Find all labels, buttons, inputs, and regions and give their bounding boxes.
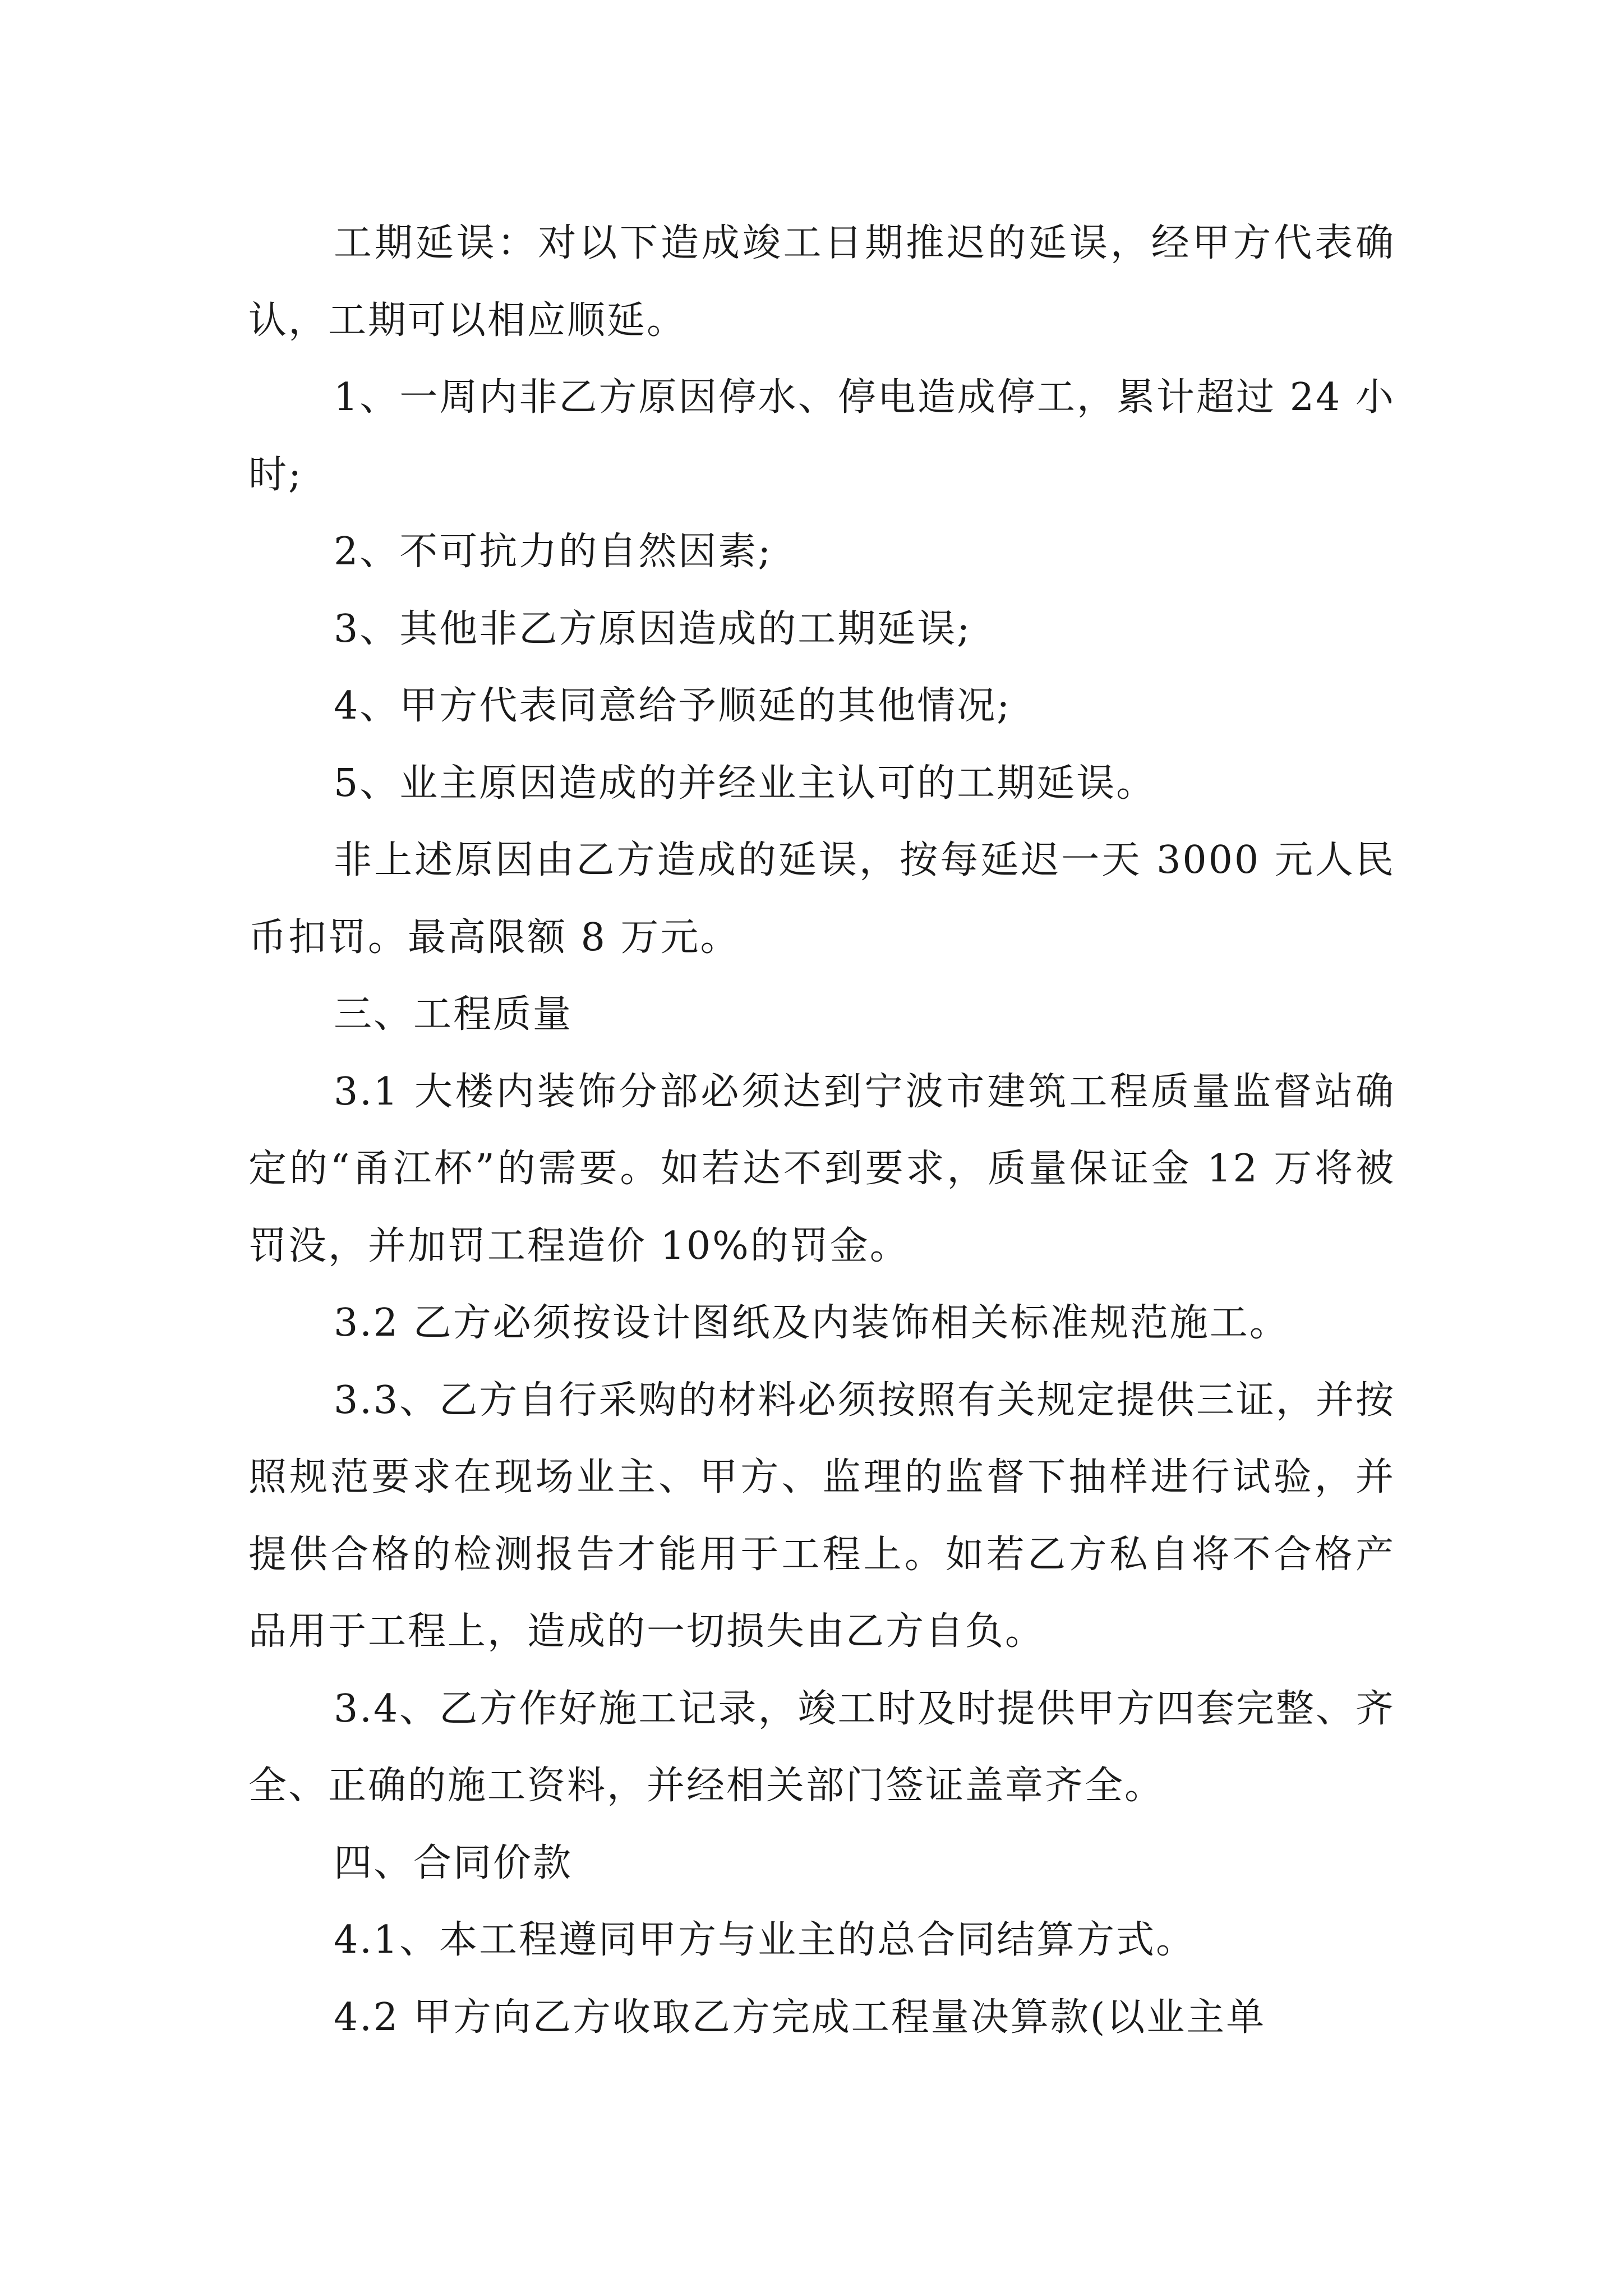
paragraph-item-2: 2、不可抗力的自然因素;: [334, 530, 773, 574]
paragraph-item-4: 4、甲方代表同意给予顺延的其他情况;: [334, 684, 1012, 728]
paragraph-3-2: 3.2 乙方必须按设计图纸及内装饰相关标准规范施工。: [334, 1301, 1289, 1345]
paragraph-4-2: 4.2 甲方向乙方收取乙方完成工程量决算款(以业主单: [334, 1995, 1266, 2040]
paragraph-item-3: 3、其他非乙方原因造成的工期延误;: [334, 606, 972, 651]
paragraph-3-1: 3.1 大楼内装饰分部必须达到宁波市建筑工程质量监督站确定的“甬江杯”的需要。如若达不到要求，质量保证金 12 万将被罚没，并加罚工程造价 10%的罚金。: [248, 1069, 1395, 1268]
paragraph-3-3: 3.3、乙方自行采购的材料必须按照有关规定提供三证，并按照规范要求在现场业主、甲方、监理的监督下抽样进行试验，并提供合格的检测报告才能用于工程上。如若乙方私自将不合格产品用于工程上，造成的一切损失由乙方自负。: [248, 1378, 1395, 1654]
paragraph-item-5: 5、业主原因造成的并经业主认可的工期延误。: [334, 761, 1156, 806]
section-heading-quality: 三、工程质量: [334, 992, 573, 1037]
document-body: [248, 205, 1395, 2056]
section-heading-price: 四、合同价款: [334, 1841, 573, 1885]
paragraph-delay-intro: 工期延误：对以下造成竣工日期推迟的延误，经甲方代表确认，工期可以相应顺延。: [248, 221, 1395, 343]
paragraph-penalty: 非上述原因由乙方造成的延误，按每延迟一天 3000 元人民币扣罚。最高限额 8 万元。: [248, 838, 1395, 960]
paragraph-3-4: 3.4、乙方作好施工记录，竣工时及时提供甲方四套完整、齐全、正确的施工资料，并经相关部门签证盖章齐全。: [248, 1686, 1395, 1808]
paragraph-4-1: 4.1、本工程遵同甲方与业主的总合同结算方式。: [334, 1918, 1196, 1962]
paragraph-item-1: 1、一周内非乙方原因停水、停电造成停工，累计超过 24 小时;: [248, 375, 1395, 497]
